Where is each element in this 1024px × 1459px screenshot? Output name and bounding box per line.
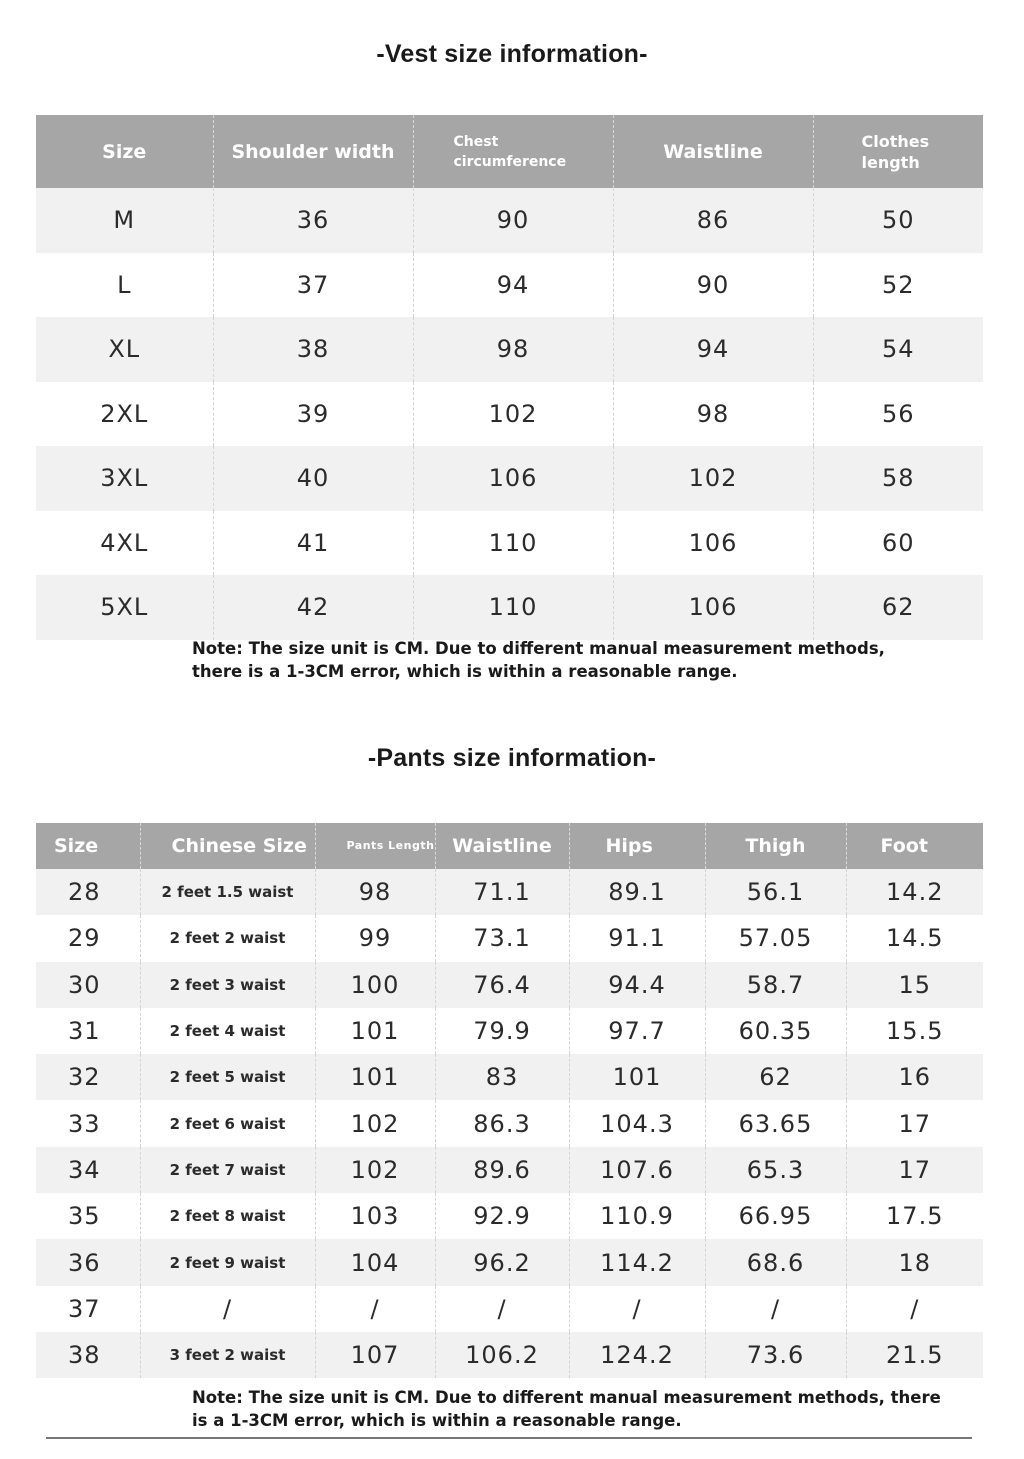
vest-cell-shoulder-width: 39 (213, 382, 413, 447)
pants-header-chinese-size: Chinese Size (140, 823, 315, 869)
pants-header-thigh: Thigh (705, 823, 846, 869)
vest-cell-clothes-length: 50 (813, 188, 983, 253)
vest-cell-shoulder-width: 40 (213, 446, 413, 511)
pants-cell-hips: 110.9 (569, 1193, 705, 1239)
pants-header-size: Size (36, 823, 140, 869)
pants-cell-thigh: 62 (705, 1054, 846, 1100)
pants-cell-size: 30 (36, 962, 140, 1008)
pants-cell-foot: 16 (846, 1054, 983, 1100)
pants-row (36, 1193, 983, 1239)
vest-size-table (36, 115, 983, 640)
pants-cell-thigh: 66.95 (705, 1193, 846, 1239)
pants-cell-waistline: 79.9 (435, 1008, 569, 1054)
pants-cell-chinese-size: 2 feet 9 waist (140, 1239, 315, 1285)
pants-cell-size: 34 (36, 1147, 140, 1193)
pants-cell-waistline: 71.1 (435, 869, 569, 915)
vest-cell-shoulder-width: 36 (213, 188, 413, 253)
pants-cell-thigh: 57.05 (705, 915, 846, 961)
pants-row (36, 1239, 983, 1285)
vest-cell-chest: 106 (413, 446, 613, 511)
pants-cell-chinese-size: 2 feet 6 waist (140, 1100, 315, 1146)
pants-cell-pants-length: 103 (315, 1193, 435, 1239)
pants-cell-foot: 17 (846, 1100, 983, 1146)
vest-cell-size: L (117, 270, 132, 299)
vest-cell-shoulder-width: 42 (213, 575, 413, 640)
vest-cell-clothes-length: 54 (813, 317, 983, 382)
pants-cell-chinese-size: 2 feet 5 waist (140, 1054, 315, 1100)
vest-header-clothes-length: Clothes length (813, 115, 983, 188)
pants-cell-hips: 101 (569, 1054, 705, 1100)
pants-cell-size: 38 (36, 1332, 140, 1378)
pants-cell-pants-length: 102 (315, 1147, 435, 1193)
pants-cell-pants-length: 107 (315, 1332, 435, 1378)
vest-cell-size: 4XL (100, 528, 149, 557)
vest-cell-shoulder-width: 41 (213, 511, 413, 576)
vest-header-shoulder-width: Shoulder width (213, 115, 413, 188)
bottom-divider (46, 1437, 972, 1439)
pants-cell-chinese-size: 2 feet 3 waist (140, 962, 315, 1008)
pants-cell-pants-length: 104 (315, 1239, 435, 1285)
pants-cell-foot: 14.2 (846, 869, 983, 915)
pants-cell-hips: 107.6 (569, 1147, 705, 1193)
pants-cell-hips: 104.3 (569, 1100, 705, 1146)
vest-cell-chest: 94 (413, 253, 613, 318)
pants-cell-size: 31 (68, 1017, 101, 1046)
pants-cell-thigh: / (705, 1286, 846, 1332)
vest-cell-waistline: 90 (613, 253, 813, 318)
vest-cell-waistline: 86 (613, 188, 813, 253)
pants-cell-thigh: 60.35 (705, 1008, 846, 1054)
pants-cell-waistline: 92.9 (435, 1193, 569, 1239)
vest-cell-shoulder-width: 37 (213, 253, 413, 318)
pants-cell-size: 33 (68, 1109, 101, 1138)
pants-cell-foot: 18 (846, 1239, 983, 1285)
pants-row (36, 1286, 983, 1332)
pants-cell-hips: 89.1 (569, 869, 705, 915)
vest-cell-clothes-length: 56 (813, 382, 983, 447)
pants-cell-thigh: 58.7 (705, 962, 846, 1008)
vest-cell-size: 5XL (36, 575, 213, 640)
vest-row (36, 382, 983, 447)
pants-cell-chinese-size: 2 feet 7 waist (140, 1147, 315, 1193)
pants-size-table (36, 823, 983, 1378)
vest-cell-clothes-length: 62 (813, 575, 983, 640)
pants-note-line-2: is a 1-3CM error, which is within a reasonable range. (192, 1411, 682, 1430)
pants-cell-thigh: 68.6 (705, 1239, 846, 1285)
vest-row (36, 188, 983, 253)
pants-cell-foot: 15 (846, 962, 983, 1008)
pants-cell-waistline: 76.4 (435, 962, 569, 1008)
vest-cell-chest: 90 (413, 188, 613, 253)
vest-note-line-2: there is a 1-3CM error, which is within a reasonable range. (192, 662, 738, 681)
pants-header-foot: Foot (846, 823, 983, 869)
pants-cell-size: 28 (36, 869, 140, 915)
vest-cell-clothes-length: 58 (813, 446, 983, 511)
pants-cell-chinese-size: 2 feet 4 waist (140, 1008, 315, 1054)
pants-cell-chinese-size: / (140, 1286, 315, 1332)
vest-row (36, 511, 983, 576)
vest-row (36, 317, 983, 382)
pants-cell-chinese-size: 3 feet 2 waist (140, 1332, 315, 1378)
pants-cell-pants-length: 101 (315, 1008, 435, 1054)
vest-cell-chest: 110 (413, 575, 613, 640)
pants-cell-waistline: 83 (435, 1054, 569, 1100)
pants-cell-hips: 114.2 (569, 1239, 705, 1285)
pants-cell-thigh: 65.3 (705, 1147, 846, 1193)
pants-header-waistline: Waistline (435, 823, 569, 869)
pants-cell-pants-length: 102 (315, 1100, 435, 1146)
pants-cell-chinese-size: 2 feet 8 waist (140, 1193, 315, 1239)
vest-cell-waistline: 102 (613, 446, 813, 511)
vest-row (36, 253, 983, 318)
vest-note-line-1: Note: The size unit is CM. Due to different manual measurement methods, (192, 639, 885, 658)
vest-header-chest: Chest circumference (413, 115, 613, 188)
pants-cell-thigh: 63.65 (705, 1100, 846, 1146)
pants-cell-pants-length: 101 (315, 1054, 435, 1100)
vest-cell-shoulder-width: 38 (213, 317, 413, 382)
pants-cell-waistline: 89.6 (435, 1147, 569, 1193)
vest-cell-waistline: 98 (613, 382, 813, 447)
pants-cell-waistline: 86.3 (435, 1100, 569, 1146)
pants-cell-hips: 97.7 (569, 1008, 705, 1054)
vest-cell-size: 3XL (36, 446, 213, 511)
pants-note (192, 1386, 941, 1432)
vest-cell-chest: 110 (413, 511, 613, 576)
pants-row (36, 962, 983, 1008)
vest-cell-waistline: 106 (613, 511, 813, 576)
pants-cell-foot: 21.5 (846, 1332, 983, 1378)
pants-row (36, 1054, 983, 1100)
pants-cell-size: 29 (68, 924, 101, 953)
pants-row (36, 1100, 983, 1146)
pants-cell-hips: 91.1 (569, 915, 705, 961)
pants-note-line-1: Note: The size unit is CM. Due to different manual measurement methods, there (192, 1388, 941, 1407)
pants-cell-thigh: 73.6 (705, 1332, 846, 1378)
pants-row (36, 869, 983, 915)
pants-cell-pants-length: / (315, 1286, 435, 1332)
pants-cell-chinese-size: 2 feet 2 waist (140, 915, 315, 961)
vest-header-waistline: Waistline (613, 115, 813, 188)
vest-row (36, 446, 983, 511)
vest-cell-size: XL (36, 317, 213, 382)
vest-cell-chest: 102 (413, 382, 613, 447)
pants-cell-waistline: 106.2 (435, 1332, 569, 1378)
vest-row (36, 575, 983, 640)
pants-cell-hips: 124.2 (569, 1332, 705, 1378)
pants-cell-size: 36 (36, 1239, 140, 1285)
pants-cell-foot: 15.5 (846, 1008, 983, 1054)
pants-header-pants-length: Pants Length (315, 823, 435, 869)
pants-cell-waistline: 73.1 (435, 915, 569, 961)
vest-note (192, 637, 885, 683)
pants-title: -Pants size information- (367, 744, 657, 772)
vest-cell-clothes-length: 60 (813, 511, 983, 576)
vest-cell-waistline: 106 (613, 575, 813, 640)
pants-cell-chinese-size: 2 feet 1.5 waist (140, 869, 315, 915)
vest-title: -Vest size information- (376, 40, 648, 68)
pants-row (36, 915, 983, 961)
pants-cell-waistline: / (435, 1286, 569, 1332)
pants-cell-hips: 94.4 (569, 962, 705, 1008)
vest-cell-chest: 98 (413, 317, 613, 382)
pants-row (36, 1008, 983, 1054)
vest-header-size: Size (36, 115, 213, 188)
pants-cell-pants-length: 100 (315, 962, 435, 1008)
pants-cell-size: 37 (68, 1294, 101, 1323)
pants-cell-foot: / (846, 1286, 983, 1332)
vest-cell-size: M (36, 188, 213, 253)
pants-cell-hips: / (569, 1286, 705, 1332)
pants-header-hips: Hips (569, 823, 705, 869)
pants-row (36, 1332, 983, 1378)
pants-cell-foot: 17.5 (846, 1193, 983, 1239)
pants-cell-size: 32 (36, 1054, 140, 1100)
pants-cell-pants-length: 99 (315, 915, 435, 961)
pants-cell-size: 35 (68, 1202, 101, 1231)
pants-cell-foot: 17 (846, 1147, 983, 1193)
pants-cell-foot: 14.5 (846, 915, 983, 961)
pants-cell-thigh: 56.1 (705, 869, 846, 915)
pants-cell-waistline: 96.2 (435, 1239, 569, 1285)
vest-cell-size: 2XL (100, 399, 149, 428)
pants-cell-pants-length: 98 (315, 869, 435, 915)
vest-cell-clothes-length: 52 (813, 253, 983, 318)
vest-cell-waistline: 94 (613, 317, 813, 382)
pants-row (36, 1147, 983, 1193)
